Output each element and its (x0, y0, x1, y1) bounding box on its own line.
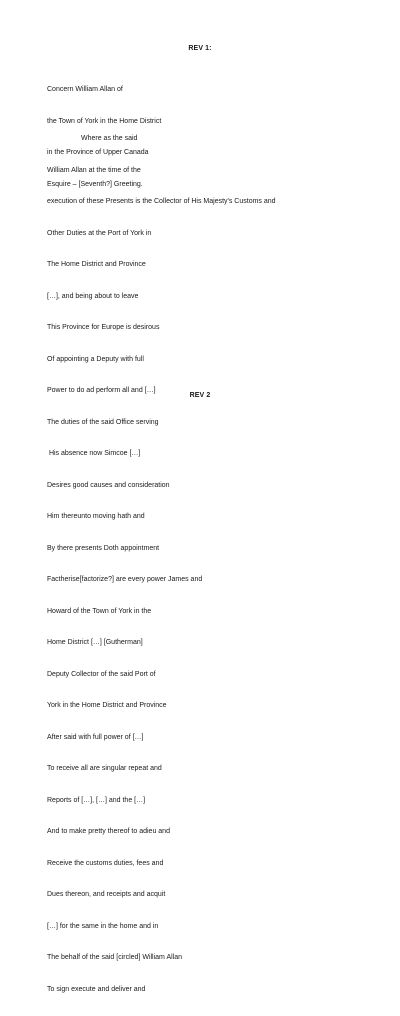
body-line: Dues thereon, and receipts and acquit (47, 891, 166, 898)
body-line: […], and being about to leave (47, 292, 139, 300)
body-line: Desires good causes and consideration (47, 481, 170, 489)
rev1-heading: REV 1: (188, 45, 212, 52)
address-line: Esquire – [Seventh?] Greeting. (47, 180, 143, 188)
body-line: York in the Home District and Province (47, 702, 167, 709)
address-line: the Town of York in the Home District (47, 117, 162, 125)
body-line: This Province for Europe is desirous (47, 324, 160, 331)
body-line: Factherise[factorize?] are every power James and (47, 576, 203, 583)
body-line: The behalf of the said [circled] William Allan (47, 954, 183, 961)
body-line: Power to do ad perform all and […] (47, 387, 156, 394)
body-line: William Allan at the time of the (47, 166, 141, 174)
body-line: Reports of […], […] and the […] (47, 796, 146, 804)
body-block (47, 113, 276, 1016)
rev2-heading: REV 2 (189, 392, 211, 399)
body-line: The duties of the said Office serving (47, 418, 159, 426)
body-line: To receive all are singular repeat and (47, 765, 162, 772)
body-line: Other Duties at the Port of York in (47, 229, 152, 237)
body-line: Home District […] [Gutherman] (47, 639, 143, 646)
body-line: Deputy Collector of the said Port of (47, 670, 156, 678)
body-line: The Home District and Province (47, 261, 146, 268)
body-line: Of appointing a Deputy with full (47, 355, 144, 363)
body-line: To sign execute and deliver and (47, 985, 146, 993)
body-line: […] for the same in the home and in (47, 922, 159, 930)
body-line: By there presents Doth appointment (47, 544, 160, 552)
body-line: And to make pretty thereof to adieu and (47, 828, 170, 835)
body-line: Him thereunto moving hath and (47, 513, 145, 520)
body-line: After said with full power of […] (47, 733, 144, 741)
address-line: Concern William Allan of (47, 86, 123, 93)
body-line: His absence now Simcoe […] (47, 450, 141, 457)
body-line: execution of these Presents is the Collector of His Majesty's Customs and (47, 198, 276, 205)
body-line: Howard of the Town of York in the (47, 607, 152, 615)
body-first-line: Where as the said (81, 135, 138, 142)
body-line: Receive the customs duties, fees and (47, 859, 164, 867)
address-line: in the Province of Upper Canada (47, 149, 149, 156)
